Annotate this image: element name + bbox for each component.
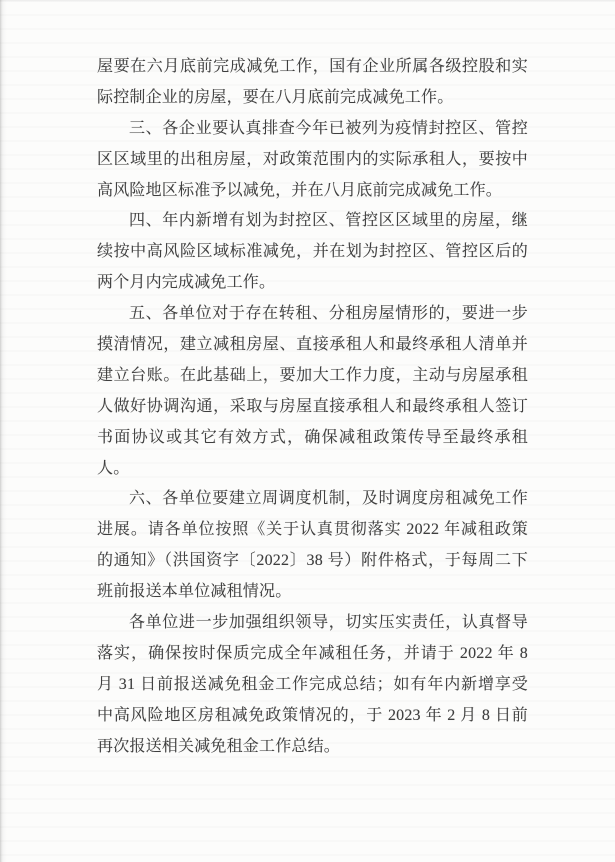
scan-edge-top [0,0,615,2]
text-line: 中高风险地区房租减免政策情况的，于 2023 年 2 月 8 日前 [97,706,528,724]
text-line: 四、年内新增有划为封控区、管控区区域里的房屋，继 [129,212,528,230]
text-line: 班前报送本单位减租情况。 [97,583,292,601]
text-line: 书面协议或其它有效方式，确保减租政策传导至最终承租 [97,428,528,446]
text-line: 续按中高风险区域标准减免，并在划为封控区、管控区后的 [97,243,528,261]
text-line: 两个月内完成减免工作。 [97,274,276,292]
text-line: 的通知》（洪国资字〔2022〕38 号）附件格式，于每周二下 [97,552,528,570]
text-line: 建立台账。在此基础上，要加大工作力度，主动与房屋承租 [97,366,528,384]
text-line: 屋要在六月底前完成减免工作，国有企业所属各级控股和实 [97,58,528,75]
text-line: 六、各单位要建立周调度机制，及时调度房租减免工作 [129,490,528,508]
text-line: 人。 [97,459,130,477]
text-line: 三、各企业要认真排查今年已被列为疫情封控区、管控 [129,119,528,137]
text-line: 五、各单位对于存在转租、分租房屋情形的，要进一步 [129,305,528,323]
text-block [97,52,528,762]
text-line: 进展。请各单位按照《关于认真贯彻落实 2022 年减租政策 [97,521,528,539]
text-line: 摸清情况，建立减租房屋、直接承租人和最终承租人清单并 [97,336,528,354]
text-line: 各单位进一步加强组织领导，切实压实责任，认真督导 [129,614,528,632]
text-line: 再次报送相关减免租金工作总结。 [97,737,341,755]
text-line: 区区域里的出租房屋，对政策范围内的实际承租人，要按中 [97,150,528,168]
text-line: 际控制企业的房屋，要在八月底前完成减免工作。 [97,88,454,106]
scan-edge-left [0,0,7,862]
text-line: 落实，确保按时保质完成全年减租任务，并请于 2022 年 8 [97,644,528,662]
text-line: 月 31 日前报送减免租金工作完成总结；如有年内新增享受 [97,675,528,693]
text-line: 高风险地区标准予以减免，并在八月底前完成减免工作。 [97,181,503,199]
text-line: 人做好协调沟通，采取与房屋直接承租人和最终承租人签订 [97,397,528,415]
